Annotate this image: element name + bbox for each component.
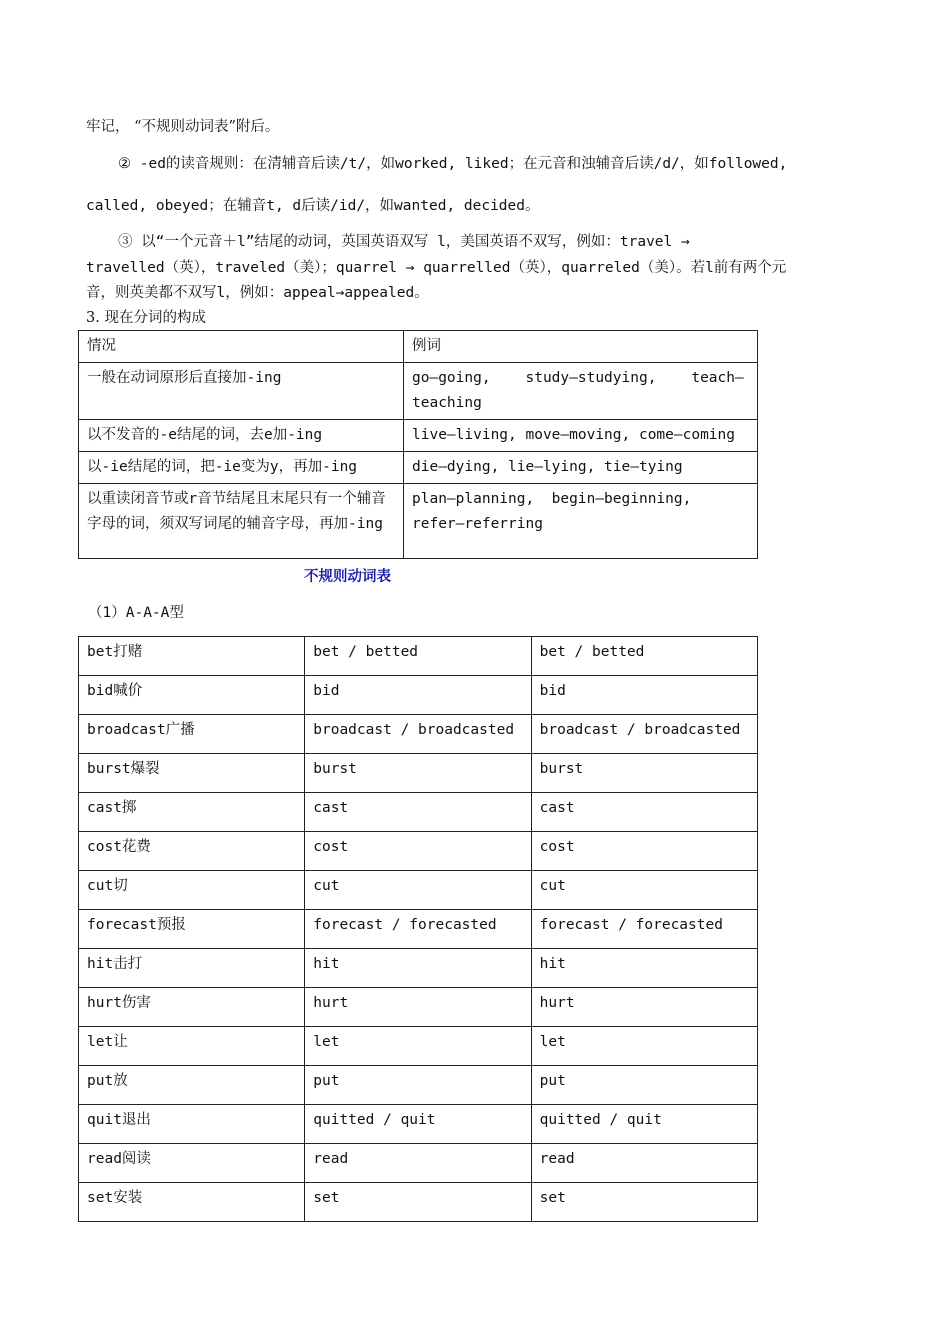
past-participle-cell: broadcast / broadcasted — [531, 715, 757, 754]
past-participle-cell: read — [531, 1144, 757, 1183]
section-3-title: 3. 现在分词的构成 — [86, 310, 206, 326]
past-participle-cell: cast — [531, 793, 757, 832]
irregular-verbs-table — [78, 636, 758, 1222]
present-participle-table — [78, 330, 758, 559]
past-tense-cell: forecast / forecasted — [305, 910, 531, 949]
base-form-cell: cast掷 — [79, 793, 305, 832]
past-tense-cell: bet / betted — [305, 637, 531, 676]
base-form-cell: hit击打 — [79, 949, 305, 988]
table-row — [79, 420, 758, 452]
table-row — [79, 910, 758, 949]
past-participle-cell: hurt — [531, 988, 757, 1027]
past-tense-cell: put — [305, 1066, 531, 1105]
base-form-cell: quit退出 — [79, 1105, 305, 1144]
group-1-title: （1）A-A-A型 — [88, 605, 184, 621]
example-cell: die—dying, lie—lying, tie—tying — [404, 452, 758, 484]
example-cell: go—going, study—studying, teach—teaching — [404, 363, 758, 420]
table-row — [79, 363, 758, 420]
rule-cell: 以-ie结尾的词，把-ie变为y，再加-ing — [79, 452, 404, 484]
past-tense-cell: read — [305, 1144, 531, 1183]
base-form-cell: set安装 — [79, 1183, 305, 1222]
table-row — [79, 832, 758, 871]
base-form-cell: bet打赌 — [79, 637, 305, 676]
past-tense-cell: cut — [305, 871, 531, 910]
base-form-cell: cost花费 — [79, 832, 305, 871]
past-tense-cell: burst — [305, 754, 531, 793]
base-form-cell: let让 — [79, 1027, 305, 1066]
past-tense-cell: broadcast / broadcasted — [305, 715, 531, 754]
past-participle-cell: bid — [531, 676, 757, 715]
past-tense-cell: quitted / quit — [305, 1105, 531, 1144]
paragraph-3-line-1: ③ 以“一个元音＋l”结尾的动词，英国英语双写 l，美国英语不双写，例如：travel → — [118, 234, 690, 250]
paragraph-2-line-2: called, obeyed；在辅音t, d后读/id/，如wanted, decided。 — [86, 198, 540, 214]
past-tense-cell: bid — [305, 676, 531, 715]
table-row — [79, 676, 758, 715]
past-participle-cell: burst — [531, 754, 757, 793]
paragraph-2-line-1: ② -ed的读音规则：在清辅音后读/t/，如worked, liked；在元音和浊辅音后读/d/，如followed, — [118, 156, 788, 172]
past-participle-cell: put — [531, 1066, 757, 1105]
base-form-cell: burst爆裂 — [79, 754, 305, 793]
paragraph-1: 牢记， “不规则动词表”附后。 — [86, 119, 280, 135]
example-cell: live—living, move—moving, come—coming — [404, 420, 758, 452]
past-tense-cell: hurt — [305, 988, 531, 1027]
paragraph-3-line-3: 音，则英美都不双写l，例如：appeal→appealed。 — [86, 285, 429, 301]
base-form-cell: read阅读 — [79, 1144, 305, 1183]
past-participle-cell: bet / betted — [531, 637, 757, 676]
paragraph-3-line-2: travelled（英），traveled（美）；quarrel → quarrelled（英），quarreled（美）。若l前有两个元 — [86, 260, 787, 276]
table-row — [79, 754, 758, 793]
header-cell-situation: 情况 — [79, 331, 404, 363]
rule-cell: 以不发音的-e结尾的词，去e加-ing — [79, 420, 404, 452]
table-row — [79, 793, 758, 832]
past-tense-cell: set — [305, 1183, 531, 1222]
past-participle-cell: let — [531, 1027, 757, 1066]
rule-cell: 以重读闭音节或r音节结尾且末尾只有一个辅音字母的词，须双写词尾的辅音字母，再加-ing — [79, 484, 404, 559]
table-row — [79, 1066, 758, 1105]
table-row — [79, 1144, 758, 1183]
past-tense-cell: hit — [305, 949, 531, 988]
rule-cell: 一般在动词原形后直接加-ing — [79, 363, 404, 420]
table-row — [79, 949, 758, 988]
base-form-cell: put放 — [79, 1066, 305, 1105]
header-cell-examples: 例词 — [404, 331, 758, 363]
table-row — [79, 452, 758, 484]
table-header-row — [79, 331, 758, 363]
table-row — [79, 484, 758, 559]
past-participle-cell: cost — [531, 832, 757, 871]
past-tense-cell: cost — [305, 832, 531, 871]
table-row — [79, 988, 758, 1027]
base-form-cell: bid喊价 — [79, 676, 305, 715]
table-row — [79, 1027, 758, 1066]
irregular-verbs-title: 不规则动词表 — [304, 569, 391, 585]
past-participle-cell: forecast / forecasted — [531, 910, 757, 949]
table-row — [79, 637, 758, 676]
base-form-cell: cut切 — [79, 871, 305, 910]
base-form-cell: broadcast广播 — [79, 715, 305, 754]
table-row — [79, 1105, 758, 1144]
past-participle-cell: quitted / quit — [531, 1105, 757, 1144]
example-cell: plan—planning, begin—beginning, refer—referring — [404, 484, 758, 559]
base-form-cell: forecast预报 — [79, 910, 305, 949]
past-tense-cell: let — [305, 1027, 531, 1066]
past-participle-cell: set — [531, 1183, 757, 1222]
table-row — [79, 1183, 758, 1222]
past-participle-cell: cut — [531, 871, 757, 910]
table-row — [79, 871, 758, 910]
base-form-cell: hurt伤害 — [79, 988, 305, 1027]
past-tense-cell: cast — [305, 793, 531, 832]
table-row — [79, 715, 758, 754]
past-participle-cell: hit — [531, 949, 757, 988]
